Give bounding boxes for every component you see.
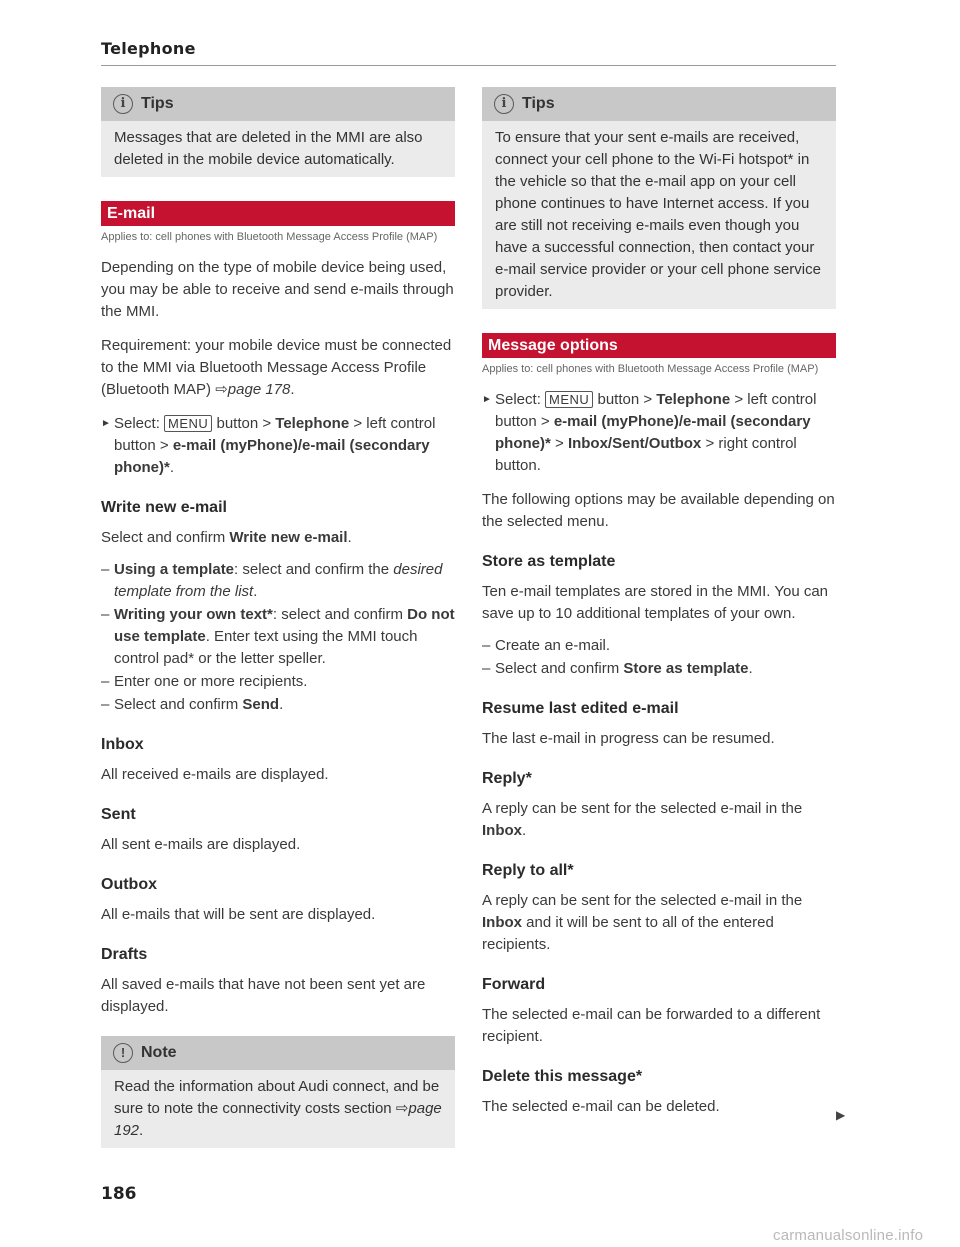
page-reference-link[interactable]: page 178 [227, 381, 291, 398]
applies-to-note: Applies to: cell phones with Bluetooth Message Access Profile (MAP) [101, 231, 438, 243]
watermark: carmanualsonline.info [773, 1227, 924, 1244]
triangle-bullet-icon: ► [482, 394, 492, 405]
page-title: Telephone [101, 39, 196, 58]
info-icon: i [113, 94, 133, 114]
note-label: Note [141, 1044, 177, 1061]
tips-box-body [101, 121, 455, 177]
outbox-text: All e-mails that will be sent are displayed. [101, 906, 376, 923]
sent-text: All sent e-mails are displayed. [101, 836, 301, 853]
menu-key: MENU [164, 415, 212, 432]
arrow-icon: ⇨ [215, 381, 228, 398]
page-reference-link[interactable]: page 192 [114, 1100, 442, 1139]
reply-all-text: A reply can be sent for the selected e-mail in the Inbox and it will be sent to all of the entered recipients. [482, 892, 803, 953]
tips-text: Messages that are deleted in the MMI are also deleted in the mobile device automatically. [114, 129, 423, 168]
tips-box [482, 87, 836, 309]
list-item: – Writing your own text*: select and confirm Do not use template. Enter text using the MMI touch control pad* or the letter speller. [101, 606, 455, 667]
drafts-text: All saved e-mails that have not been sent yet are displayed. [101, 976, 426, 1015]
write-new-text: Select and confirm Write new e-mail. [101, 529, 352, 546]
continue-arrow-icon: ▶ [836, 1108, 846, 1122]
options-select-step: ► Select: MENU button > Telephone > left control button > e-mail (myPhone)/e-mail (secondary phone)* > Inbox/Sent/Outbox > right control button. [482, 391, 817, 474]
exclamation-icon: ! [113, 1043, 133, 1063]
reply-text: A reply can be sent for the selected e-mail in the Inbox. [482, 800, 803, 839]
tips-label: Tips [141, 95, 174, 112]
inbox-text: All received e-mails are displayed. [101, 766, 329, 783]
heading-forward: Forward [482, 976, 546, 993]
info-icon: i [494, 94, 514, 114]
options-intro: The following options may be available depending on the selected menu. [482, 491, 835, 530]
tips-box-header [482, 87, 836, 121]
page-header [101, 38, 836, 66]
note-text: Read the information about Audi connect, and be sure to note the connectivity costs section ⇨page 192. [114, 1078, 442, 1139]
write-new-list [101, 559, 455, 716]
forward-text: The selected e-mail can be forwarded to a different recipient. [482, 1006, 821, 1045]
heading-reply: Reply* [482, 770, 532, 787]
note-box-body [101, 1070, 455, 1148]
email-requirement: Requirement: your mobile device must be connected to the MMI via Bluetooth Message Access Profile (Bluetooth MAP) ⇨page 178. [101, 337, 452, 398]
right-column [482, 87, 836, 1118]
tips-box [101, 87, 455, 177]
arrow-icon: ⇨ [395, 1100, 409, 1117]
applies-to-note: Applies to: cell phones with Bluetooth Message Access Profile (MAP) [482, 363, 819, 375]
heading-delete-message: Delete this message* [482, 1068, 643, 1085]
list-item: – Enter one or more recipients. [101, 673, 308, 690]
note-box [101, 1036, 455, 1148]
section-title-message-options: Message options [482, 333, 836, 358]
heading-inbox: Inbox [101, 736, 144, 753]
heading-sent: Sent [101, 806, 136, 823]
tips-text: To ensure that your sent e-mails are received, connect your cell phone to the Wi-Fi hotspot* in the vehicle so that the e-mail app on your cell phone continues to have Internet access. If you are still not receiving e-mails even though you have a successful connection, then contact your e-mail service provider or your cell phone service provider. [495, 129, 821, 300]
store-list [482, 635, 836, 680]
list-item: – Using a template: select and confirm the desired template from the list. [101, 561, 443, 600]
resume-text: The last e-mail in progress can be resumed. [482, 730, 775, 747]
heading-outbox: Outbox [101, 876, 157, 893]
left-column [101, 87, 455, 1148]
heading-reply-to-all: Reply to all* [482, 862, 574, 879]
list-item: – Select and confirm Send. [101, 696, 284, 713]
section-title-email: E-mail [101, 201, 455, 226]
tips-label: Tips [522, 95, 555, 112]
email-intro: Depending on the type of mobile device being used, you may be able to receive and send e-mails through the MMI. [101, 259, 454, 320]
store-text: Ten e-mail templates are stored in the MMI. You can save up to 10 additional templates of your own. [482, 583, 829, 622]
tips-box-body [482, 121, 836, 309]
page-number: 186 [101, 1184, 137, 1204]
heading-store-as-template: Store as template [482, 553, 616, 570]
note-box-header [101, 1036, 455, 1070]
heading-resume-last-edited: Resume last edited e-mail [482, 700, 679, 717]
tips-box-header [101, 87, 455, 121]
list-item: – Create an e-mail. [482, 637, 611, 654]
menu-key: MENU [545, 391, 593, 408]
heading-drafts: Drafts [101, 946, 148, 963]
heading-write-new-email: Write new e-mail [101, 499, 227, 516]
triangle-bullet-icon: ► [101, 418, 111, 429]
email-select-step: ► Select: MENU button > Telephone > left control button > e-mail (myPhone)/e-mail (secondary phone)*. [101, 415, 436, 476]
list-item: – Select and confirm Store as template. [482, 660, 753, 677]
delete-text: The selected e-mail can be deleted. [482, 1098, 720, 1115]
